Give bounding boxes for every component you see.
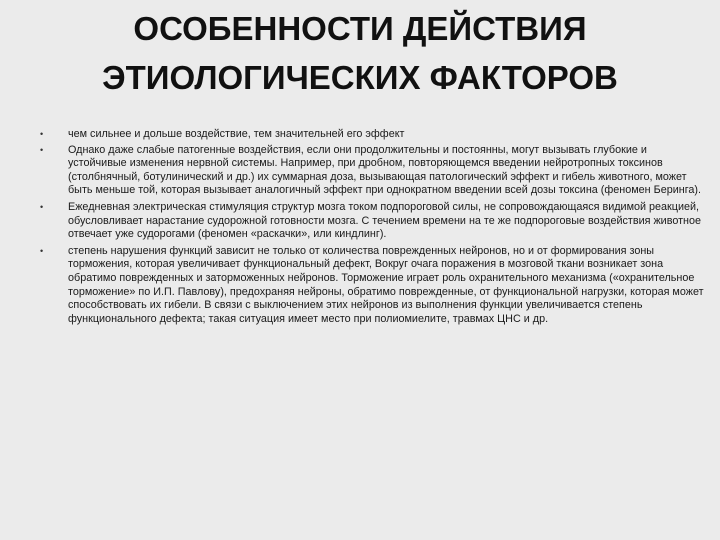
bullet-marker: • [40,201,44,212]
slide-title [0,4,720,102]
bullet-marker: • [40,129,44,139]
bullet-text-2: Однако даже слабые патогенные воздействия, если они продолжительны и постоянны, могут вызывать глубокие и устойчивые изменения нервной системы. Например, при дробном, повторяющемся введении нейротропных токсинов (столбнячный, ботулинический и др.) их суммарная доза, вызывающая патологический эффект и гибель животного, может быть меньше той, которая вызывает аналогичный эффект при однократном введении всей дозы токсина (феномен Беринга). [68,143,702,197]
bullet-marker: • [40,144,44,155]
slide-title-line-2: ЭТИОЛОГИЧЕСКИХ ФАКТОРОВ [102,59,618,96]
bullet-marker: • [40,245,44,256]
bullet-item-1 [40,128,708,142]
bullet-text-1: чем сильнее и дольше воздействие, тем значительней его эффект [68,128,405,140]
bullet-list [40,128,708,326]
slide-title-line-1: ОСОБЕННОСТИ ДЕЙСТВИЯ [133,10,587,47]
bullet-text-4: степень нарушения функций зависит не только от количества поврежденных нейронов, но и от формирования зоны торможения, которая увеличивает функциональный дефект, Вокруг очага поражения в мозговой ткани возникает зона обратимо поврежденных и заторможенных нейронов. Торможение играет роль охранительного механизма («охранительное торможение» по И.П. Павлову), предохраняя нейроны, обратимо поврежденные, от функциональной нагрузки, которая может способствовать их гибели. В связи с выключением этих нейронов из выполнения функции увеличивается степень функционального дефекта; такая ситуация имеет место при полиомиелите, травмах ЦНС и др. [68,244,704,325]
bullet-text-3: Ежедневная электрическая стимуляция структур мозга током подпороговой силы, не сопровождающаяся видимой реакцией, обусловливает нарастание судорожной готовности мозга. С течением времени на те же подпороговые воздействия животное отвечает уже судорогами (феномен «раскачки», или киндлинг). [68,200,702,241]
bullet-item-2 [40,144,708,198]
bullet-item-3 [40,201,708,242]
bullet-item-4 [40,245,708,327]
